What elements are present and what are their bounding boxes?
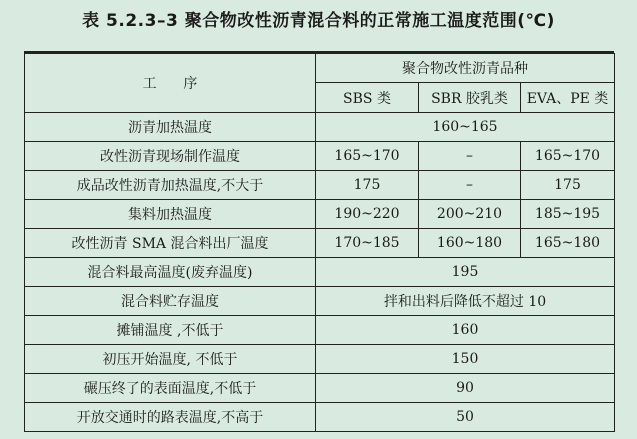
table-row — [25, 171, 615, 200]
row-merged-value: 195 — [316, 258, 615, 287]
table-row — [25, 229, 615, 258]
row-merged-value: 150 — [316, 345, 615, 374]
table-row — [25, 200, 615, 229]
row-value-eva: 165~170 — [521, 142, 615, 171]
table-row — [25, 403, 615, 432]
row-value-eva: 175 — [521, 171, 615, 200]
row-value-sbr: 200~210 — [419, 200, 521, 229]
row-merged-value: 50 — [316, 403, 615, 432]
row-value-sbr: – — [419, 142, 521, 171]
row-process: 混合料最高温度(废弃温度) — [25, 258, 316, 287]
row-process: 改性沥青 SMA 混合料出厂温度 — [25, 229, 316, 258]
header-process: 工 序 — [25, 54, 316, 113]
row-process: 改性沥青现场制作温度 — [25, 142, 316, 171]
table-row — [25, 345, 615, 374]
row-process: 开放交通时的路表温度,不高于 — [25, 403, 316, 432]
table-row — [25, 316, 615, 345]
row-value-sbs: 170~185 — [316, 229, 419, 258]
row-process: 成品改性沥青加热温度,不大于 — [25, 171, 316, 200]
row-value-sbr: 160~180 — [419, 229, 521, 258]
table-row — [25, 374, 615, 403]
header-type-sbr: SBR 胶乳类 — [419, 83, 521, 113]
table-title: 表 5.2.3–3 聚合物改性沥青混合料的正常施工温度范围(℃) — [82, 11, 555, 31]
table-row — [25, 258, 615, 287]
row-value-sbs: 190~220 — [316, 200, 419, 229]
row-value-sbs: 165~170 — [316, 142, 419, 171]
row-merged-value: 拌和出料后降低不超过 10 — [316, 287, 615, 316]
row-process: 碾压终了的表面温度,不低于 — [25, 374, 316, 403]
row-process: 摊铺温度 ,不低于 — [25, 316, 316, 345]
table-row — [25, 113, 615, 142]
row-value-eva: 185~195 — [521, 200, 615, 229]
row-value-sbs: 175 — [316, 171, 419, 200]
header-row-1 — [25, 54, 615, 83]
row-value-eva: 165~180 — [521, 229, 615, 258]
row-process: 混合料贮存温度 — [25, 287, 316, 316]
temperature-table — [24, 53, 615, 432]
row-merged-value: 160~165 — [316, 113, 615, 142]
table-row — [25, 287, 615, 316]
header-group: 聚合物改性沥青品种 — [316, 54, 615, 83]
row-process: 集料加热温度 — [25, 200, 316, 229]
header-type-sbs: SBS 类 — [316, 83, 419, 113]
row-merged-value: 90 — [316, 374, 615, 403]
header-type-eva: EVA、PE 类 — [521, 83, 615, 113]
table-row — [25, 142, 615, 171]
row-process: 初压开始温度, 不低于 — [25, 345, 316, 374]
row-process: 沥青加热温度 — [25, 113, 316, 142]
row-merged-value: 160 — [316, 316, 615, 345]
row-value-sbr: – — [419, 171, 521, 200]
